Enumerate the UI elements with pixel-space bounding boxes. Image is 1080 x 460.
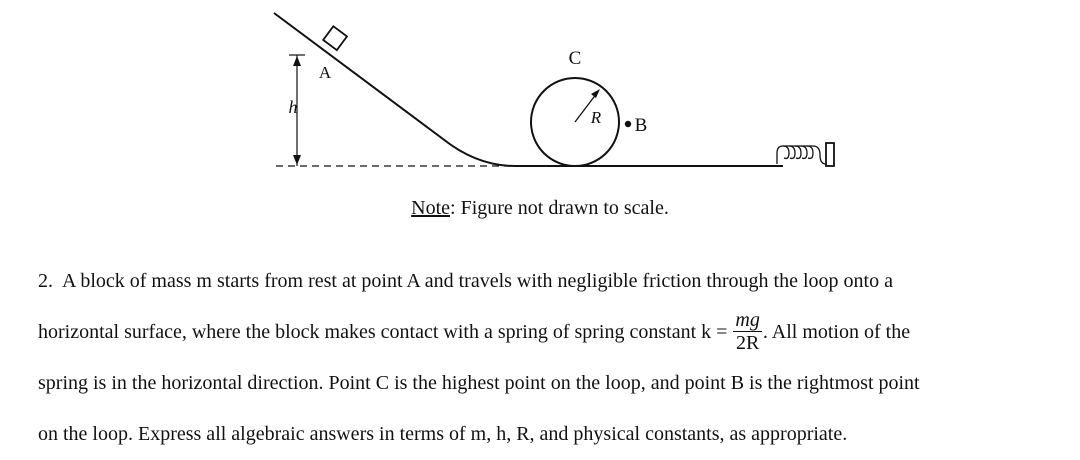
fraction-denominator: 2R [735,331,760,354]
radius-label: R [590,108,602,127]
note-text: : Figure not drawn to scale. [450,197,669,219]
point-b-label: B [634,115,648,136]
note-label: Note [411,197,451,219]
problem-line-2 [38,307,1073,358]
height-arrowhead-bottom [293,155,301,165]
problem-line-2-post: . All motion of the [762,321,911,343]
fraction-numerator: mg [735,308,760,331]
problem-number: 2. [38,270,53,292]
problem-line-2-pre: horizontal surface, where the block makes contact with a spring of spring constant k = [38,321,728,343]
point-a-label: A [318,63,332,82]
problem-text [38,256,1073,460]
problem-line-4: on the loop. Express all algebraic answers in terms of m, h, R, and physical constants, as appropriate. [38,423,848,445]
problem-paragraph [38,256,1073,460]
spring-constant-fraction [733,309,761,354]
figure-note [0,197,1080,220]
spring-wall [826,143,834,166]
block [323,26,347,50]
problem-line-1-text: A block of mass m starts from rest at point A and travels with negligible friction through the loop onto a [62,270,893,292]
problem-line-3: spring is in the horizontal direction. Point C is the highest point on the loop, and point B is the rightmost point [38,372,920,394]
ramp-curve [274,13,783,166]
point-c-label: C [568,48,582,69]
spring [777,146,826,164]
height-label: h [288,97,298,117]
height-arrowhead-top [293,56,301,66]
point-b-marker [625,121,631,127]
problem-line-1 [38,256,1073,307]
physics-figure [0,0,1080,200]
radius-arrowhead [591,89,600,98]
